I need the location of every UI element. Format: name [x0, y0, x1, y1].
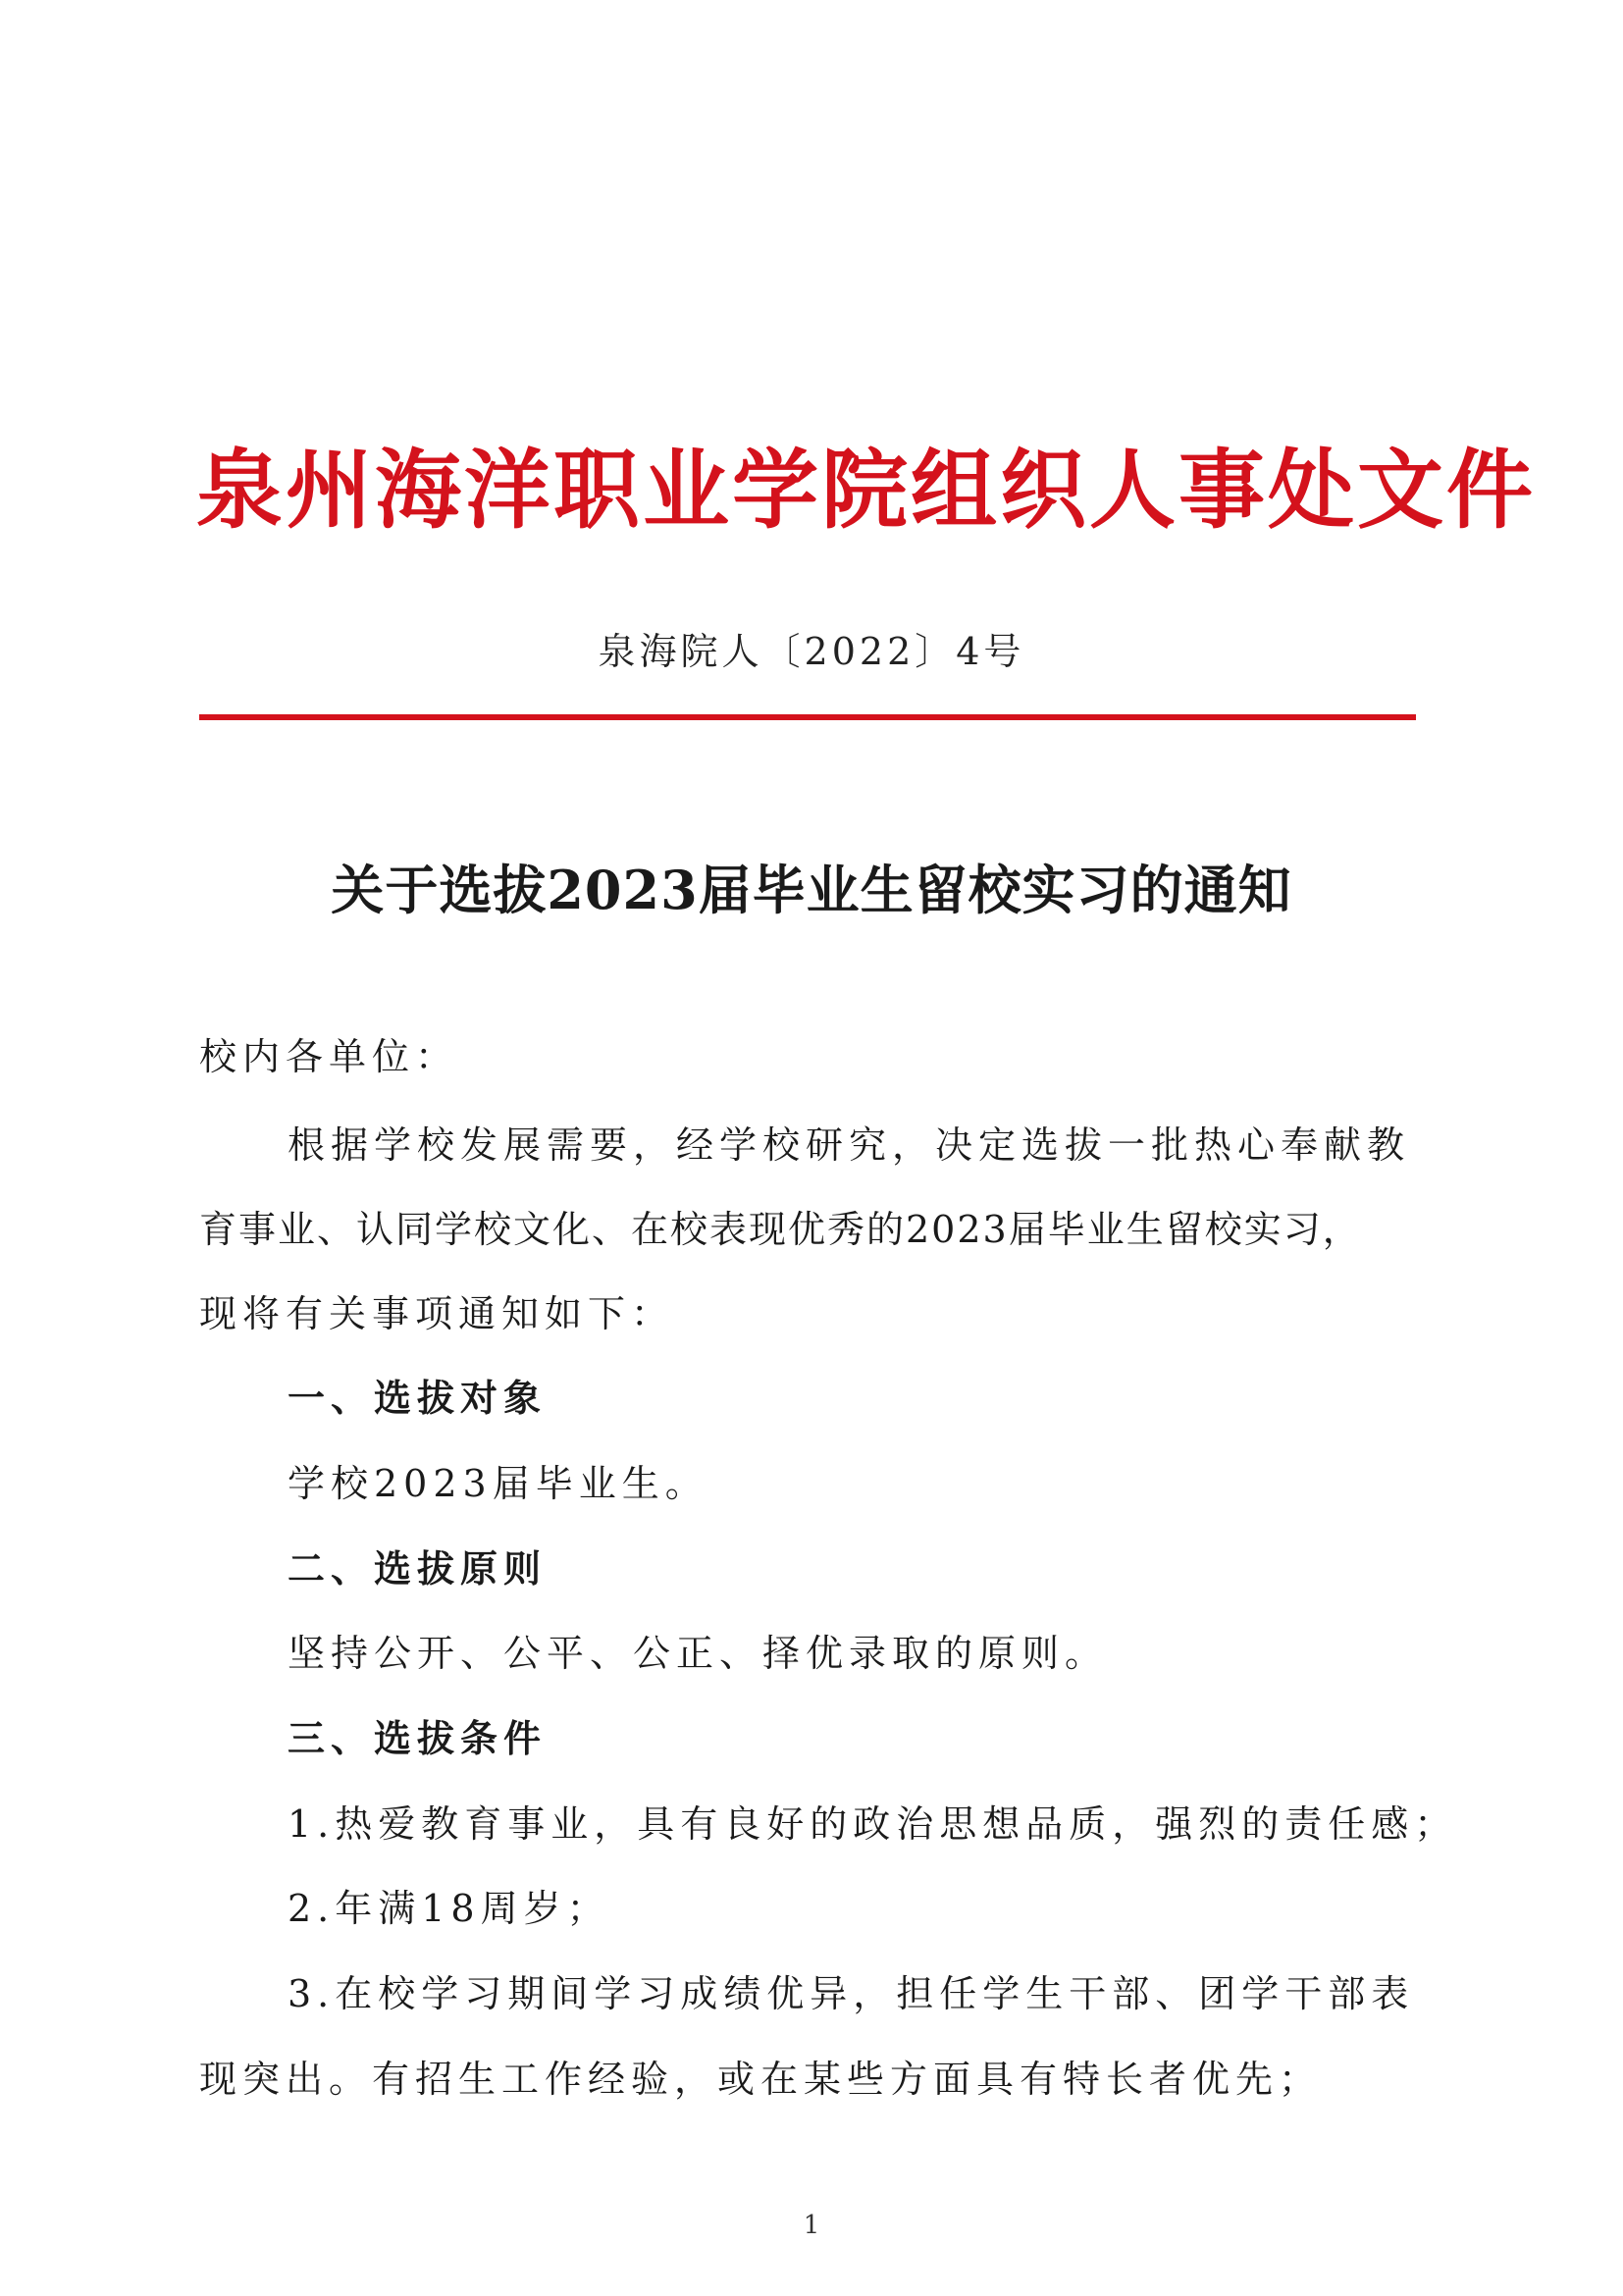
section-2-heading: 二、选拔原则: [288, 1546, 548, 1591]
document-masthead: 泉州海洋职业学院组织人事处文件: [196, 439, 1537, 541]
section-1-text: 学校2023届毕业生。: [288, 1462, 708, 1505]
section-1-heading: 一、选拔对象: [288, 1376, 548, 1420]
red-divider: [199, 714, 1416, 720]
section-2-text: 坚持公开、公平、公正、择优录取的原则。: [288, 1632, 1109, 1675]
section-3-item-3-line-1: 3.在校学习期间学习成绩优异，担任学生干部、团学干部表: [288, 1972, 1415, 2015]
section-3-item-2: 2.年满18周岁；: [288, 1887, 610, 1930]
intro-line-2: 育事业、认同学校文化、在校表现优秀的2023届毕业生留校实习，: [199, 1208, 1362, 1251]
notice-title: 关于选拔2023届毕业生留校实习的通知: [331, 859, 1292, 921]
document-number: 泉海院人〔2022〕4号: [598, 630, 1025, 673]
salutation: 校内各单位：: [199, 1035, 459, 1078]
section-3-item-3-line-2: 现突出。有招生工作经验，或在某些方面具有特长者优先；: [199, 2058, 1323, 2101]
section-3-heading: 三、选拔条件: [288, 1716, 548, 1760]
intro-line-1: 根据学校发展需要，经学校研究，决定选拔一批热心奉献教: [288, 1123, 1411, 1167]
intro-line-3: 现将有关事项通知如下：: [199, 1292, 675, 1335]
section-3-item-1: 1.热爱教育事业，具有良好的政治思想品质，强烈的责任感；: [288, 1802, 1458, 1846]
page-number: 1: [803, 2211, 820, 2240]
